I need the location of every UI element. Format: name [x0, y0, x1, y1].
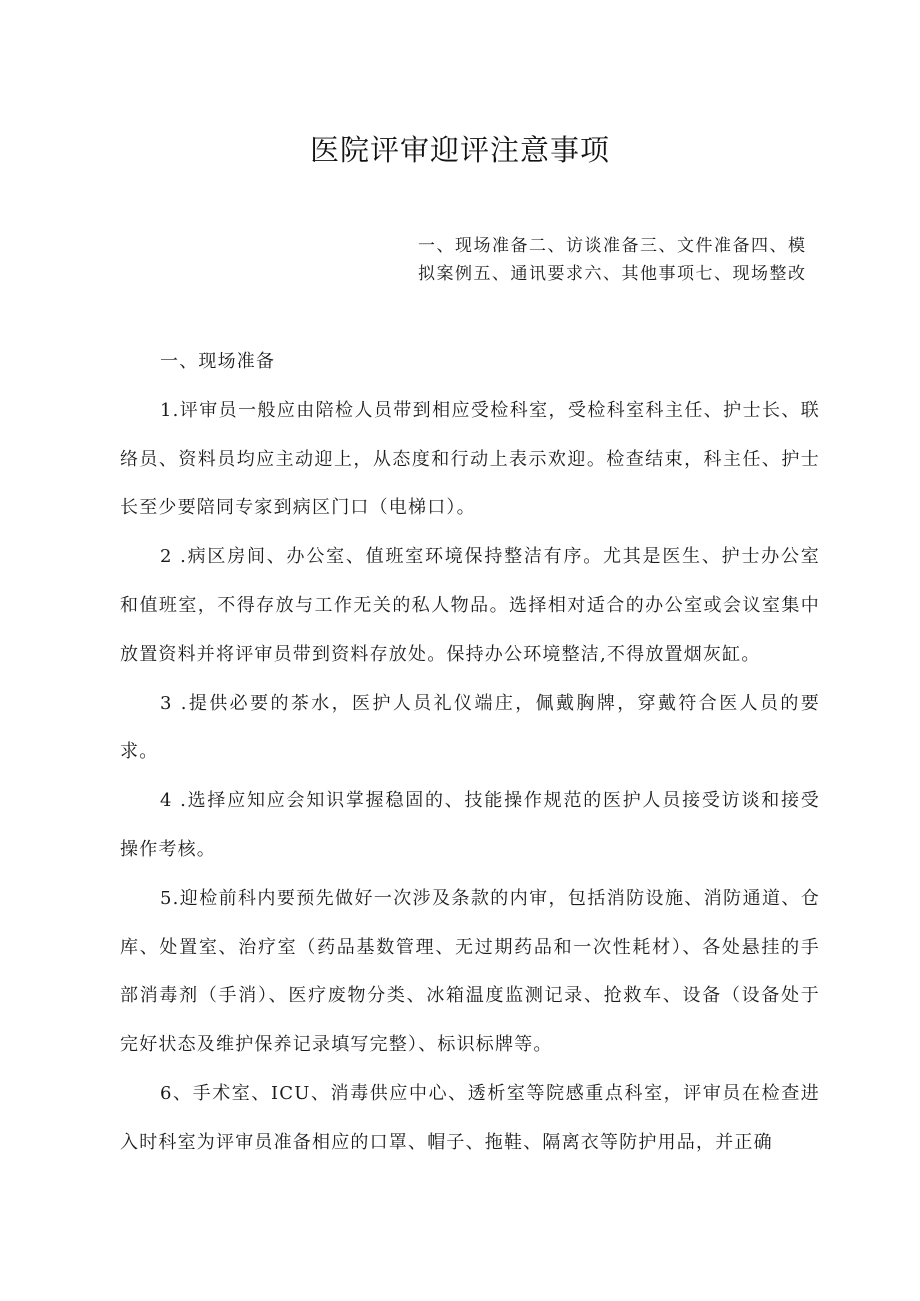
paragraph-6: 6、手术室、ICU、消毒供应中心、透析室等院感重点科室，评审员在检查进入时科室为评审员准备相应的口罩、帽子、拖鞋、隔离衣等防护用品，并正确: [120, 1082, 820, 1153]
document-body: [120, 338, 820, 1168]
paragraph-5: 5.迎检前科内要预先做好一次涉及条款的内审，包括消防设施、消防通道、仓库、处置室、治疗室（药品基数管理、无过期药品和一次性耗材）、各处悬挂的手部消毒剂（手消）、医疗废物分类、冰箱温度监测记录、抢救车、设备（设备处于完好状态及维护保养记录填写完整）、标识标牌等。: [120, 887, 820, 1056]
paragraph-3: 3 .提供必要的茶水，医护人员礼仪端庄，佩戴胸牌，穿戴符合医人员的要求。: [120, 692, 820, 763]
document-title: 医院评审迎评注意事项: [309, 133, 610, 167]
paragraph-4: 4 .选择应知应会知识掌握稳固的、技能操作规范的医护人员接受访谈和接受操作考核。: [120, 790, 820, 860]
section-heading: 一、现场准备: [160, 351, 276, 372]
table-of-contents: 一、现场准备二、访谈准备三、文件准备四、模拟案例五、通讯要求六、其他事项七、现场整改: [418, 236, 807, 284]
paragraph-1: 1.评审员一般应由陪检人员带到相应受检科室，受检科室科主任、护士长、联络员、资料员均应主动迎上，从态度和行动上表示欢迎。检查结束，科主任、护士长至少要陪同专家到病区门口（电梯口）。: [120, 399, 820, 519]
paragraph-2: 2 .病区房间、办公室、值班室环境保持整洁有序。尤其是医生、护士办公室和值班室，不得存放与工作无关的私人物品。选择相对适合的办公室或会议室集中放置资料并将评审员带到资料存放处。保持办公环境整洁,不得放置烟灰缸。: [120, 546, 820, 665]
